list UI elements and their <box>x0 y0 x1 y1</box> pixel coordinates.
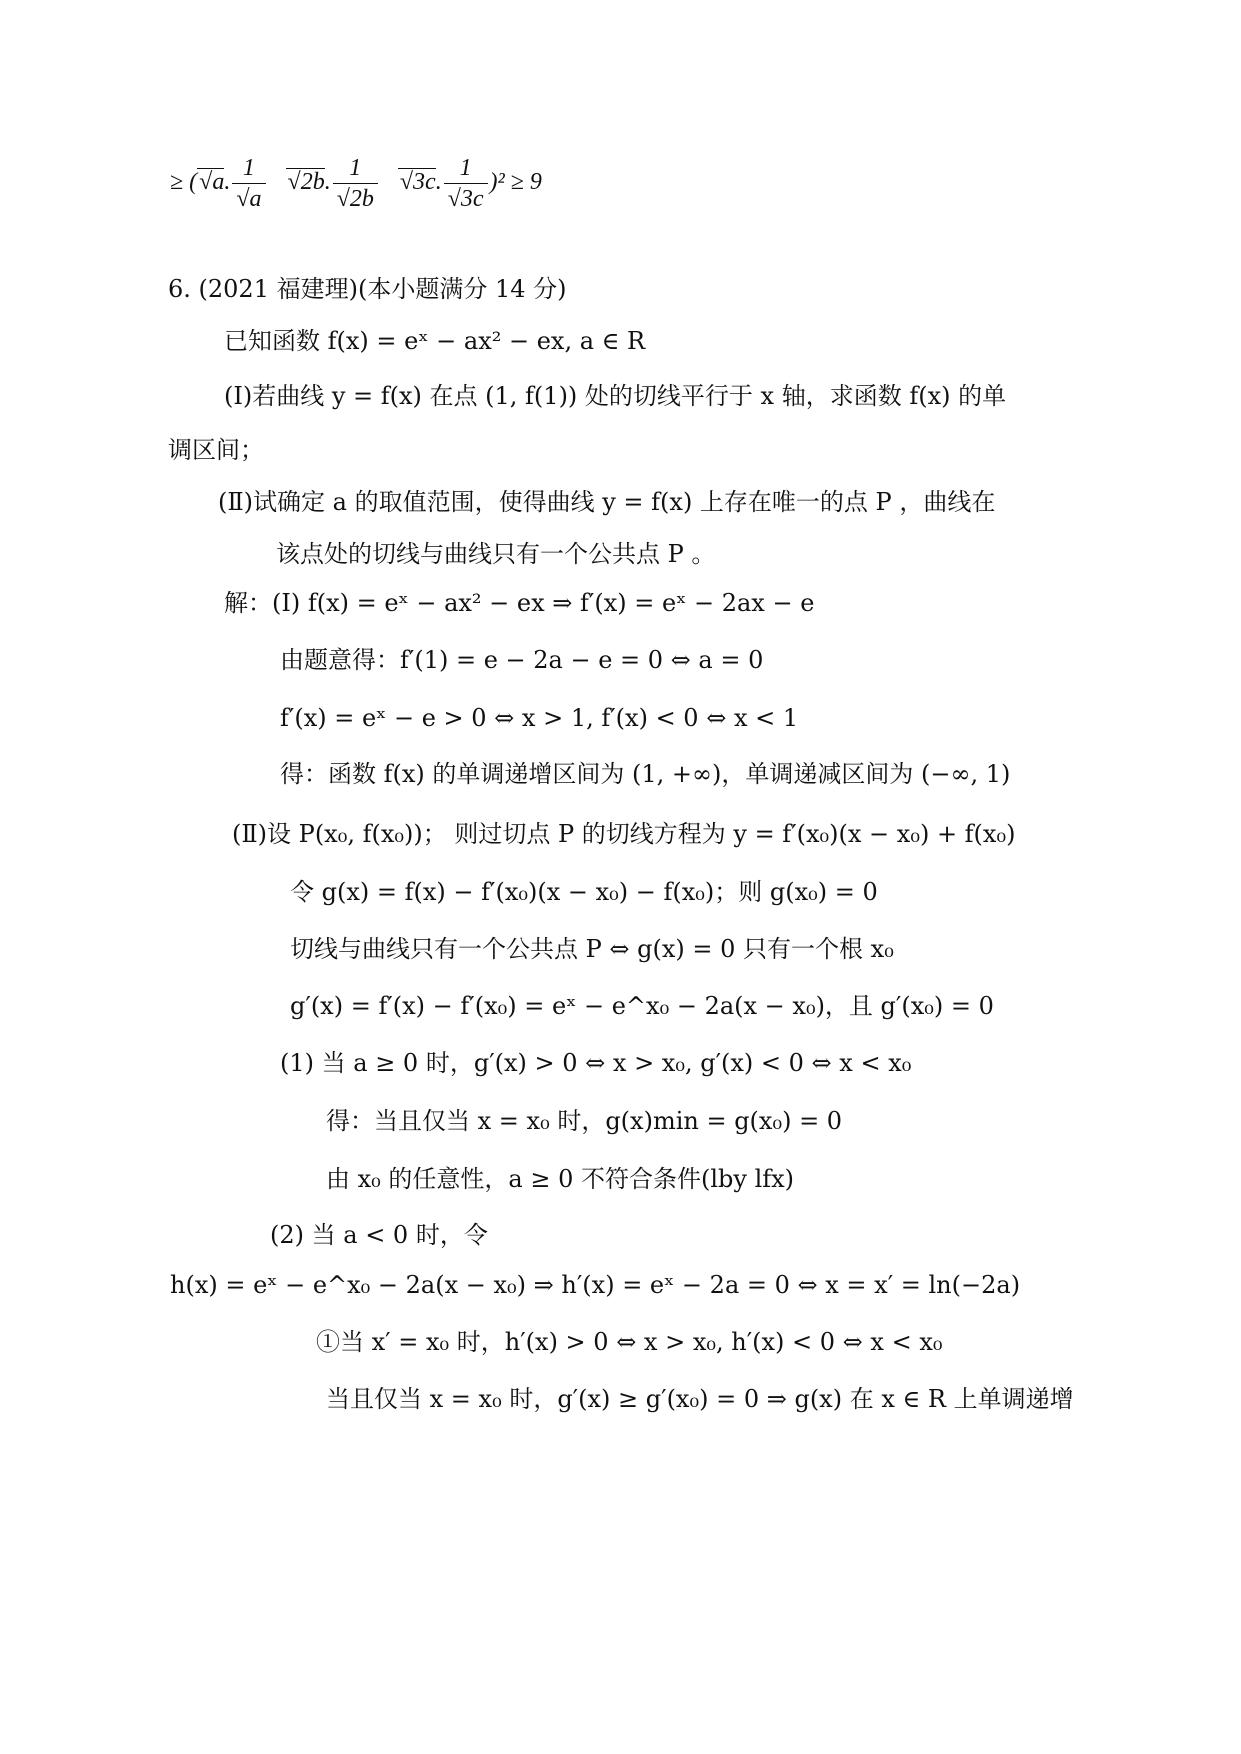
solution-line-12: (2) 当 a < 0 时，令 <box>270 1221 488 1249</box>
part2-line1: (Ⅱ)试确定 a 的取值范围，使得曲线 y = f(x) 上存在唯一的点 P ，曲线在 <box>218 488 996 516</box>
solution-line-7: 切线与曲线只有一个公共点 P ⇔ g(x) = 0 只有一个根 x₀ <box>290 935 894 963</box>
solution-line-5: (Ⅱ)设 P(x₀, f(x₀))； 则过切点 P 的切线方程为 y = f′(x₀)(x − x₀) + f(x₀) <box>232 820 1016 848</box>
fraction-3: $\frac{1}{√3c}$ <box>444 153 488 214</box>
problem-given: 已知函数 f(x) = eˣ − ax² − ex, a ∈ R <box>224 327 646 355</box>
solution-line-10: 得：当且仅当 x = x₀ 时，g(x)min = g(x₀) = 0 <box>326 1107 843 1135</box>
solution-line-13: h(x) = eˣ − e^x₀ − 2a(x − x₀) ⇒ h′(x) = eˣ − 2a = 0 ⇔ x = x′ = ln(−2a) <box>170 1271 1021 1299</box>
solution-line-9: (1) 当 a ≥ 0 时，g′(x) > 0 ⇔ x > x₀, g′(x) < 0 ⇔ x < x₀ <box>280 1049 912 1077</box>
solution-line-6: 令 g(x) = f(x) − f′(x₀)(x − x₀) − f(x₀)；则 g(x₀) = 0 <box>290 878 878 906</box>
fraction-1: $\frac{1}{√a}$ <box>232 153 265 214</box>
part1-line2: 调区间； <box>168 436 264 464</box>
solution-line-4: 得：函数 f(x) 的单调递增区间为 (1, +∞)，单调递减区间为 (−∞, 1) <box>280 760 1011 788</box>
solution-line-1: 解：(Ⅰ) f(x) = eˣ − ax² − ex ⇒ f′(x) = eˣ − 2ax − e <box>224 589 815 617</box>
solution-line-8: g′(x) = f′(x) − f′(x₀) = eˣ − e^x₀ − 2a(x − x₀)，且 g′(x₀) = 0 <box>290 992 994 1020</box>
fraction-2: $\frac{1}{√2b}$ <box>333 153 378 214</box>
part1-line1: (Ⅰ)若曲线 y = f(x) 在点 (1, f(1)) 处的切线平行于 x 轴，求函数 f(x) 的单 <box>224 382 1007 410</box>
solution-line-15: 当且仅当 x = x₀ 时，g′(x) ≥ g′(x₀) = 0 ⇒ g(x) 在 x ∈ R 上单调递增 <box>326 1385 1074 1413</box>
part2-line2: 该点处的切线与曲线只有一个公共点 P 。 <box>276 540 716 568</box>
solution-line-11: 由 x₀ 的任意性，a ≥ 0 不符合条件(lby lfx) <box>326 1165 795 1193</box>
top-inequality: ≥ (√a. $\frac{1}{√a}$ √2b. $\frac{1}{√2b}$ √3c. $\frac{1}{√3c}$ )² ≥ 9 <box>170 154 542 212</box>
solution-line-2: 由题意得：f′(1) = e − 2a − e = 0 ⇔ a = 0 <box>280 646 764 674</box>
problem-header: 6. (2021 福建理)(本小题满分 14 分) <box>168 275 567 303</box>
solution-line-14: ①当 x′ = x₀ 时，h′(x) > 0 ⇔ x > x₀, h′(x) < 0 ⇔ x < x₀ <box>316 1328 943 1356</box>
solution-line-3: f′(x) = eˣ − e > 0 ⇔ x > 1, f′(x) < 0 ⇔ x < 1 <box>280 704 799 732</box>
